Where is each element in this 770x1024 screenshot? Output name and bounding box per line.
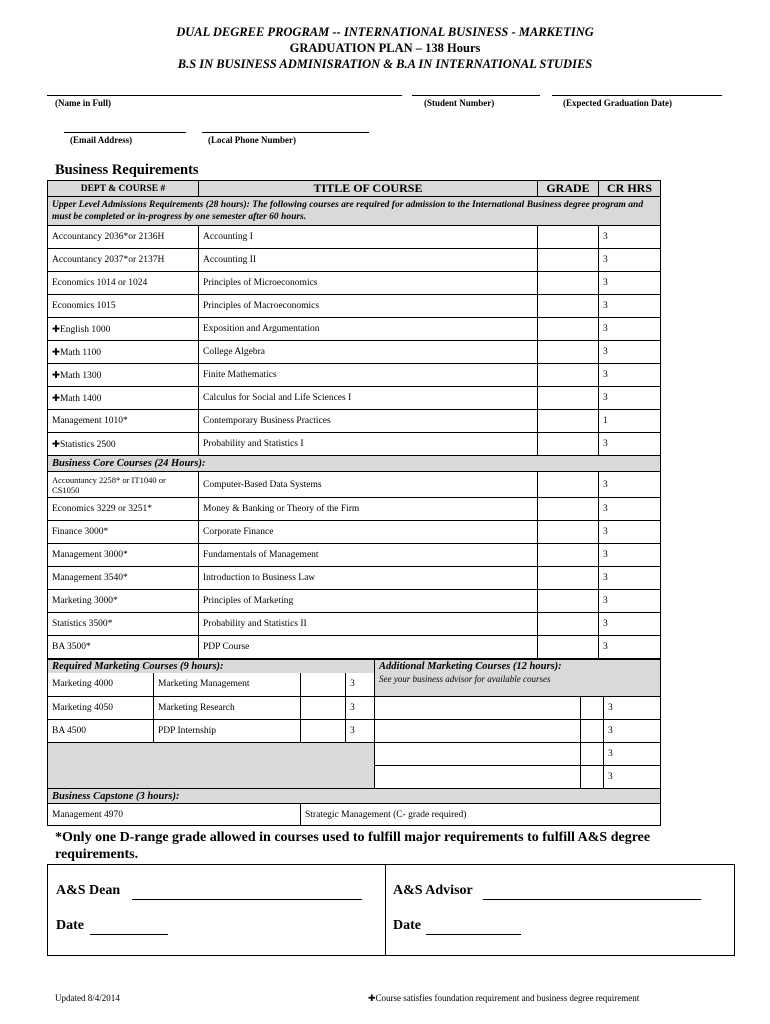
course-number: Economics 1014 or 1024 (48, 272, 199, 295)
course-number: BA 4500 (48, 720, 154, 743)
additional-courses-note: See your business advisor for available courses (375, 673, 661, 697)
course-title: Strategic Management (C- grade required) (301, 804, 661, 826)
grade-cell[interactable] (538, 364, 599, 387)
grade-cell[interactable] (538, 387, 599, 410)
additional-course-cell[interactable] (375, 766, 581, 789)
table-row (48, 804, 661, 826)
credit-hours: 3 (346, 697, 375, 720)
course-number: Accountancy 2036*or 2136H (48, 226, 199, 249)
course-number: ✚Math 1300 (48, 364, 199, 387)
plan-subtitle: GRADUATION PLAN – 138 Hours (289, 41, 481, 55)
program-title: DUAL DEGREE PROGRAM -- INTERNATIONAL BUSINESS - MARKETING (176, 25, 594, 39)
course-title: Fundamentals of Management (199, 544, 538, 567)
credit-hours: 3 (599, 226, 661, 249)
table-header-row (48, 181, 661, 197)
grade-cell[interactable] (538, 472, 599, 498)
course-number: Marketing 4050 (48, 697, 154, 720)
course-number: Management 3000* (48, 544, 199, 567)
course-title: Finite Mathematics (199, 364, 538, 387)
credit-hours: 3 (599, 636, 661, 659)
course-title: Introduction to Business Law (199, 567, 538, 590)
signature-box (47, 864, 735, 956)
signature-divider (385, 865, 386, 955)
course-number: Management 3540* (48, 567, 199, 590)
credit-hours: 3 (599, 272, 661, 295)
email-label: (Email Address) (70, 135, 133, 145)
credit-hours: 3 (604, 720, 661, 743)
advisor-label: A&S Advisor (393, 883, 473, 898)
grade-cell[interactable] (538, 636, 599, 659)
grade-cell[interactable] (301, 697, 346, 720)
email-field-line[interactable] (64, 132, 186, 133)
credit-hours: 3 (604, 697, 661, 720)
advisor-date-label: Date (393, 918, 421, 933)
course-number: Statistics 3500* (48, 613, 199, 636)
grade-cell[interactable] (538, 295, 599, 318)
course-number: Economics 1015 (48, 295, 199, 318)
course-number: Management 1010* (48, 410, 199, 433)
credit-hours: 3 (599, 567, 661, 590)
course-number: Management 4970 (48, 804, 301, 826)
course-number: Marketing 4000 (48, 673, 154, 697)
table-row (48, 249, 661, 272)
capstone-heading: Business Capstone (3 hours): (48, 789, 661, 804)
marketing-table (47, 659, 661, 826)
grade-cell[interactable] (538, 341, 599, 364)
course-title: Money & Banking or Theory of the Firm (199, 498, 538, 521)
footnote-legend: ✚Course satisfies foundation requirement and business degree requirement (368, 993, 640, 1003)
table-row (48, 673, 661, 697)
advisor-date-line[interactable] (426, 934, 521, 935)
table-row (48, 226, 661, 249)
section-title: Business Requirements (55, 162, 199, 178)
credit-hours: 3 (346, 720, 375, 743)
dept-header: DEPT & COURSE # (48, 181, 199, 197)
name-label: (Name in Full) (55, 98, 111, 108)
student-number-field-line[interactable] (412, 95, 540, 96)
table-row (48, 318, 661, 341)
table-row (48, 272, 661, 295)
credit-hours: 3 (599, 613, 661, 636)
table-row (48, 697, 661, 720)
course-title: PDP Internship (154, 720, 301, 743)
course-title: Principles of Microeconomics (199, 272, 538, 295)
credit-hours: 3 (599, 521, 661, 544)
course-title: Marketing Management (154, 673, 301, 697)
course-number: ✚English 1000 (48, 318, 199, 341)
name-field-line[interactable] (47, 95, 402, 96)
additional-marketing-heading: Additional Marketing Courses (12 hours): (375, 660, 661, 673)
table-row (48, 472, 661, 498)
course-number: BA 3500* (48, 636, 199, 659)
credit-hours: 3 (346, 673, 375, 697)
phone-field-line[interactable] (202, 132, 369, 133)
course-number: ✚Math 1400 (48, 387, 199, 410)
table-row (48, 636, 661, 659)
advisor-signature-line[interactable] (483, 899, 701, 900)
core-heading: Business Core Courses (24 Hours): (48, 456, 661, 472)
table-row (48, 498, 661, 521)
phone-label: (Local Phone Number) (208, 135, 296, 145)
grade-cell[interactable] (301, 673, 346, 697)
credit-hours: 3 (599, 341, 661, 364)
grade-header: GRADE (538, 181, 599, 197)
grade-cell[interactable] (538, 433, 599, 456)
grade-cell[interactable] (538, 567, 599, 590)
credit-hours: 3 (599, 295, 661, 318)
credit-hours: 3 (599, 544, 661, 567)
grade-cell[interactable] (538, 613, 599, 636)
course-number: ✚Math 1100 (48, 341, 199, 364)
additional-course-cell[interactable] (375, 720, 581, 743)
grade-policy-note: *Only one D-range grade allowed in courses used to fulfill major requirements to fulfill A&S degree requirements. (55, 830, 651, 862)
grade-cell[interactable] (538, 498, 599, 521)
credit-hours: 3 (599, 249, 661, 272)
course-number: Finance 3000* (48, 521, 199, 544)
grade-cell[interactable] (301, 720, 346, 743)
table-row (48, 387, 661, 410)
grade-cell[interactable] (581, 766, 604, 789)
additional-course-cell[interactable] (375, 697, 581, 720)
course-title: College Algebra (199, 341, 538, 364)
grade-cell[interactable] (581, 720, 604, 743)
grade-cell[interactable] (581, 697, 604, 720)
upper-level-heading: Upper Level Admissions Requirements (28 hours): The following courses are required for admission to the International Business degree program and must be completed or in-progress by one semester after 60 hours. (48, 197, 661, 226)
grade-cell[interactable] (538, 410, 599, 433)
course-title: Probability and Statistics I (199, 433, 538, 456)
grade-cell[interactable] (538, 226, 599, 249)
credit-hours: 1 (599, 410, 661, 433)
table-row (48, 590, 661, 613)
course-number: Economics 3229 or 3251* (48, 498, 199, 521)
course-number: Accountancy 2258* or IT1040 or CS1050 (48, 472, 199, 498)
table-row (48, 567, 661, 590)
cr-header: CR HRS (599, 181, 661, 197)
dean-date-line[interactable] (90, 934, 168, 935)
grad-date-label: (Expected Graduation Date) (563, 98, 672, 108)
credit-hours: 3 (599, 472, 661, 498)
dean-date-label: Date (56, 918, 84, 933)
additional-course-cell[interactable] (375, 743, 581, 766)
required-marketing-heading: Required Marketing Courses (9 hours): (48, 660, 375, 673)
table-row (48, 720, 661, 743)
table-row (48, 521, 661, 544)
table-row (48, 341, 661, 364)
course-title: PDP Course (199, 636, 538, 659)
credit-hours: 3 (599, 590, 661, 613)
course-title: Marketing Research (154, 697, 301, 720)
requirements-table (47, 180, 661, 659)
course-title: Contemporary Business Practices (199, 410, 538, 433)
table-row (48, 743, 661, 766)
table-row (48, 295, 661, 318)
course-title: Accounting I (199, 226, 538, 249)
course-number: ✚Statistics 2500 (48, 433, 199, 456)
updated-date: Updated 8/4/2014 (55, 993, 120, 1003)
course-number: Marketing 3000* (48, 590, 199, 613)
credit-hours: 3 (604, 766, 661, 789)
table-row (48, 364, 661, 387)
grade-cell[interactable] (538, 272, 599, 295)
credit-hours: 3 (599, 498, 661, 521)
grad-date-field-line[interactable] (552, 95, 722, 96)
course-title: Accounting II (199, 249, 538, 272)
course-number: Accountancy 2037*or 2137H (48, 249, 199, 272)
credit-hours: 3 (599, 433, 661, 456)
student-number-label: (Student Number) (424, 98, 495, 108)
course-title: Exposition and Argumentation (199, 318, 538, 341)
grade-cell[interactable] (538, 544, 599, 567)
grade-cell[interactable] (538, 249, 599, 272)
credit-hours: 3 (604, 743, 661, 766)
degree-title: B.S IN BUSINESS ADMINISRATION & B.A IN INTERNATIONAL STUDIES (177, 57, 593, 71)
course-title: Computer-Based Data Systems (199, 472, 538, 498)
grade-cell[interactable] (538, 590, 599, 613)
course-title: Calculus for Social and Life Sciences I (199, 387, 538, 410)
course-title: Principles of Marketing (199, 590, 538, 613)
table-row (48, 410, 661, 433)
table-row (48, 613, 661, 636)
course-title: Corporate Finance (199, 521, 538, 544)
course-title: Principles of Macroeconomics (199, 295, 538, 318)
table-row (48, 544, 661, 567)
credit-hours: 3 (599, 364, 661, 387)
empty-shaded-area (48, 743, 375, 789)
credit-hours: 3 (599, 318, 661, 341)
credit-hours: 3 (599, 387, 661, 410)
dean-signature-line[interactable] (132, 899, 362, 900)
title-header: TITLE OF COURSE (199, 181, 538, 197)
grade-cell[interactable] (538, 318, 599, 341)
dean-label: A&S Dean (56, 883, 121, 898)
grade-cell[interactable] (581, 743, 604, 766)
grade-cell[interactable] (538, 521, 599, 544)
course-title: Probability and Statistics II (199, 613, 538, 636)
table-row (48, 433, 661, 456)
